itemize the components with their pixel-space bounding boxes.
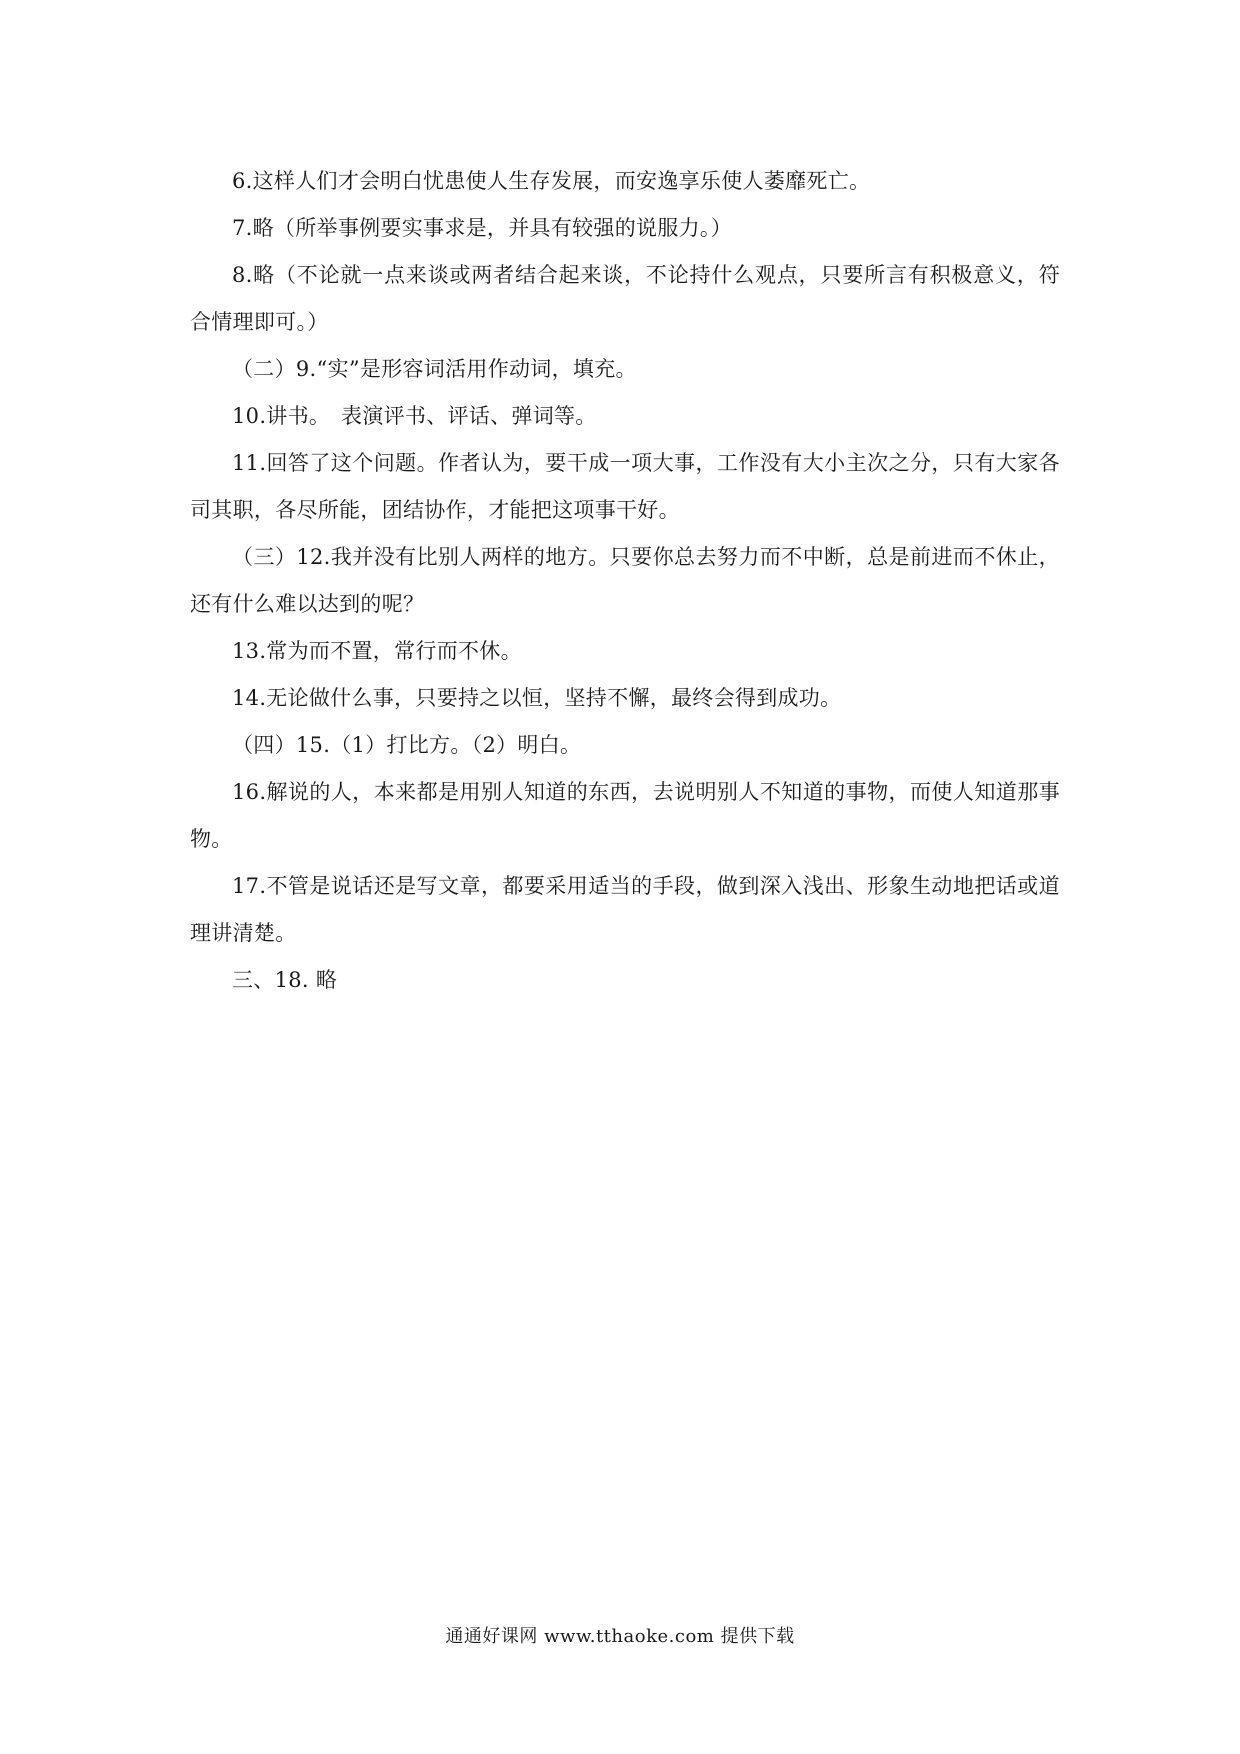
answer-9: （二）9.“实”是形容词活用作动词，填充。 — [232, 357, 637, 381]
answer-15: （四）15.（1）打比方。（2）明白。 — [232, 733, 582, 757]
answer-14: 14.无论做什么事，只要持之以恒，坚持不懈，最终会得到成功。 — [232, 686, 842, 710]
answer-list — [190, 158, 1060, 1004]
answer-7: 7.略（所举事例要实事求是，并具有较强的说服力。） — [232, 216, 733, 240]
answer-8: 8.略（不论就一点来谈或两者结合起来谈，不论持什么观点，只要所言有积极意义，符合情理即可。） — [190, 263, 1060, 334]
page-footer: 通通好课网 www.tthaoke.com 提供下载 — [445, 1626, 795, 1647]
answer-12: （三）12.我并没有比别人两样的地方。只要你总去努力而不中断，总是前进而不休止，还有什么难以达到的呢？ — [190, 545, 1060, 616]
answer-16: 16.解说的人，本来都是用别人知道的东西，去说明别人不知道的事物，而使人知道那事物。 — [190, 780, 1060, 851]
answer-10: 10.讲书。 表演评书、评话、弹词等。 — [232, 404, 597, 428]
answer-18: 三、18. 略 — [232, 968, 338, 992]
answer-11: 11.回答了这个问题。作者认为，要干成一项大事，工作没有大小主次之分，只有大家各司其职，各尽所能，团结协作，才能把这项事干好。 — [190, 451, 1060, 522]
answer-17: 17.不管是说话还是写文章，都要采用适当的手段，做到深入浅出、形象生动地把话或道理讲清楚。 — [190, 874, 1060, 945]
answer-6: 6.这样人们才会明白忧患使人生存发展，而安逸享乐使人萎靡死亡。 — [232, 169, 871, 193]
answer-13: 13.常为而不置，常行而不休。 — [232, 639, 522, 663]
